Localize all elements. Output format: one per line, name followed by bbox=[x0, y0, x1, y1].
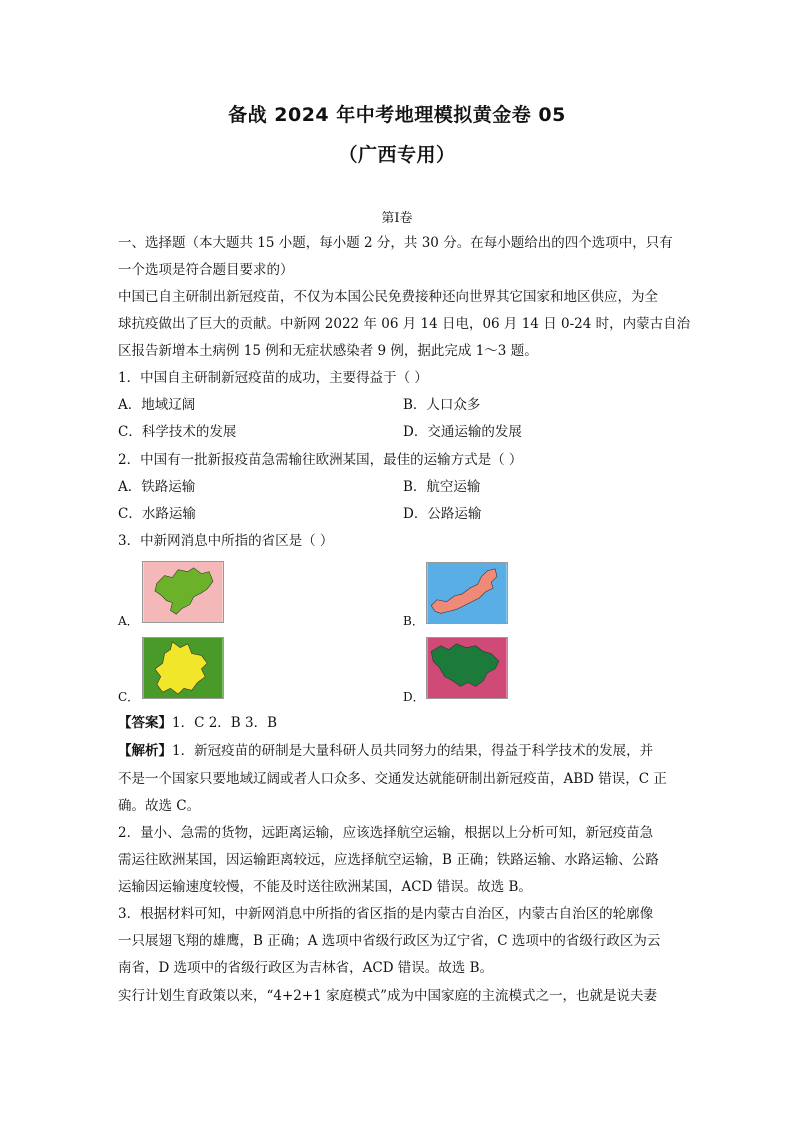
analysis-line: 南省，D 选项中的省级行政区为吉林省，ACD 错误。故选 B。 bbox=[118, 960, 494, 976]
analysis-line: 3．根据材料可知，中新网消息中所指的省区指的是内蒙古自治区，内蒙古自治区的轮廓像 bbox=[118, 906, 654, 922]
analysis-label: 【解析】 bbox=[118, 743, 172, 759]
analysis-line: 运输因运输速度较慢，不能及时送往欧洲某国，ACD 错误。故选 B。 bbox=[118, 879, 532, 895]
q3-option-a-label: A． bbox=[118, 614, 139, 628]
q1-option-c: C．科学技术的发展 bbox=[118, 424, 237, 440]
jilin-map-image bbox=[426, 637, 508, 699]
liaoning-map-svg bbox=[143, 562, 223, 622]
liaoning-map-image bbox=[142, 561, 224, 623]
analysis-text: 1．新冠疫苗的研制是大量科研人员共同努力的结果，得益于科学技术的发展，并 bbox=[172, 743, 654, 759]
question-stem-1: 1．中国自主研制新冠疫苗的成功，主要得益于（ ） bbox=[118, 370, 428, 386]
q3-option-b-label: B． bbox=[403, 614, 424, 628]
q2-option-a: A．铁路运输 bbox=[118, 479, 196, 495]
exam-subtitle: （广西专用） bbox=[338, 144, 456, 166]
q1-option-d: D．交通运输的发展 bbox=[403, 424, 522, 440]
analysis-line: 一只展翅飞翔的雄鹰，B 正确；A 选项中省级行政区为辽宁省，C 选项中的省级行政区为云 bbox=[118, 933, 661, 949]
analysis-line: 2．量小、急需的货物，远距离运输，应该选择航空运输，根据以上分析可知，新冠疫苗急 bbox=[118, 825, 654, 841]
jilin-map-svg bbox=[427, 638, 507, 698]
passage-line: 球抗疫做出了巨大的贡献。中新网 2022 年 06 月 14 日电，06 月 14 日 0-24 时，内蒙古自治 bbox=[118, 316, 691, 332]
q1-option-b: B．人口众多 bbox=[403, 397, 481, 413]
instruction-line: 一、选择题（本大题共 15 小题，每小题 2 分，共 30 分。在每小题给出的四个选项中，只有 bbox=[118, 235, 673, 251]
q1-option-a: A．地域辽阔 bbox=[118, 397, 196, 413]
passage-line: 区报告新增本土病例 15 例和无症状感染者 9 例，据此完成 1～3 题。 bbox=[118, 343, 538, 359]
yunnan-map-image bbox=[142, 637, 224, 699]
passage-line: 实行计划生育政策以来，“4+2+1 家庭模式”成为中国家庭的主流模式之一，也就是说夫妻 bbox=[118, 988, 657, 1004]
inner-mongolia-map-svg bbox=[427, 563, 507, 623]
answer-text: 1．C 2．B 3．B bbox=[172, 715, 278, 731]
q2-option-b: B．航空运输 bbox=[403, 479, 481, 495]
analysis-line: 不是一个国家只要地域辽阔或者人口众多、交通发达就能研制出新冠疫苗，ABD 错误，C 正 bbox=[118, 771, 667, 787]
question-stem-3: 3．中新网消息中所指的省区是（ ） bbox=[118, 533, 334, 549]
analysis-line: 确。故选 C。 bbox=[118, 798, 201, 814]
yunnan-map-svg bbox=[143, 638, 223, 698]
q3-option-d-label: D． bbox=[403, 690, 425, 704]
analysis-line bbox=[118, 742, 678, 760]
passage-line: 中国已自主研制出新冠疫苗，不仅为本国公民免费接种还向世界其它国家和地区供应，为全 bbox=[118, 289, 658, 305]
q2-option-c: C．水路运输 bbox=[118, 506, 196, 522]
inner-mongolia-map-image bbox=[426, 562, 508, 624]
q2-option-d: D．公路运输 bbox=[403, 506, 482, 522]
instruction-line: 一个选项是符合题目要求的） bbox=[118, 262, 294, 278]
analysis-line: 需运往欧洲某国，因运输距离较远，应选择航空运输，B 正确；铁路运输、水路运输、公路 bbox=[118, 852, 659, 868]
exam-title: 备战 2024 年中考地理模拟黄金卷 05 bbox=[228, 104, 566, 126]
question-stem-2: 2．中国有一批新报疫苗急需输往欧洲某国，最佳的运输方式是（ ） bbox=[118, 452, 523, 468]
answer-label: 【答案】 bbox=[118, 715, 172, 731]
section-label: 第Ⅰ卷 bbox=[381, 211, 413, 226]
q3-option-c-label: C． bbox=[118, 690, 140, 704]
answer-line bbox=[118, 714, 678, 732]
